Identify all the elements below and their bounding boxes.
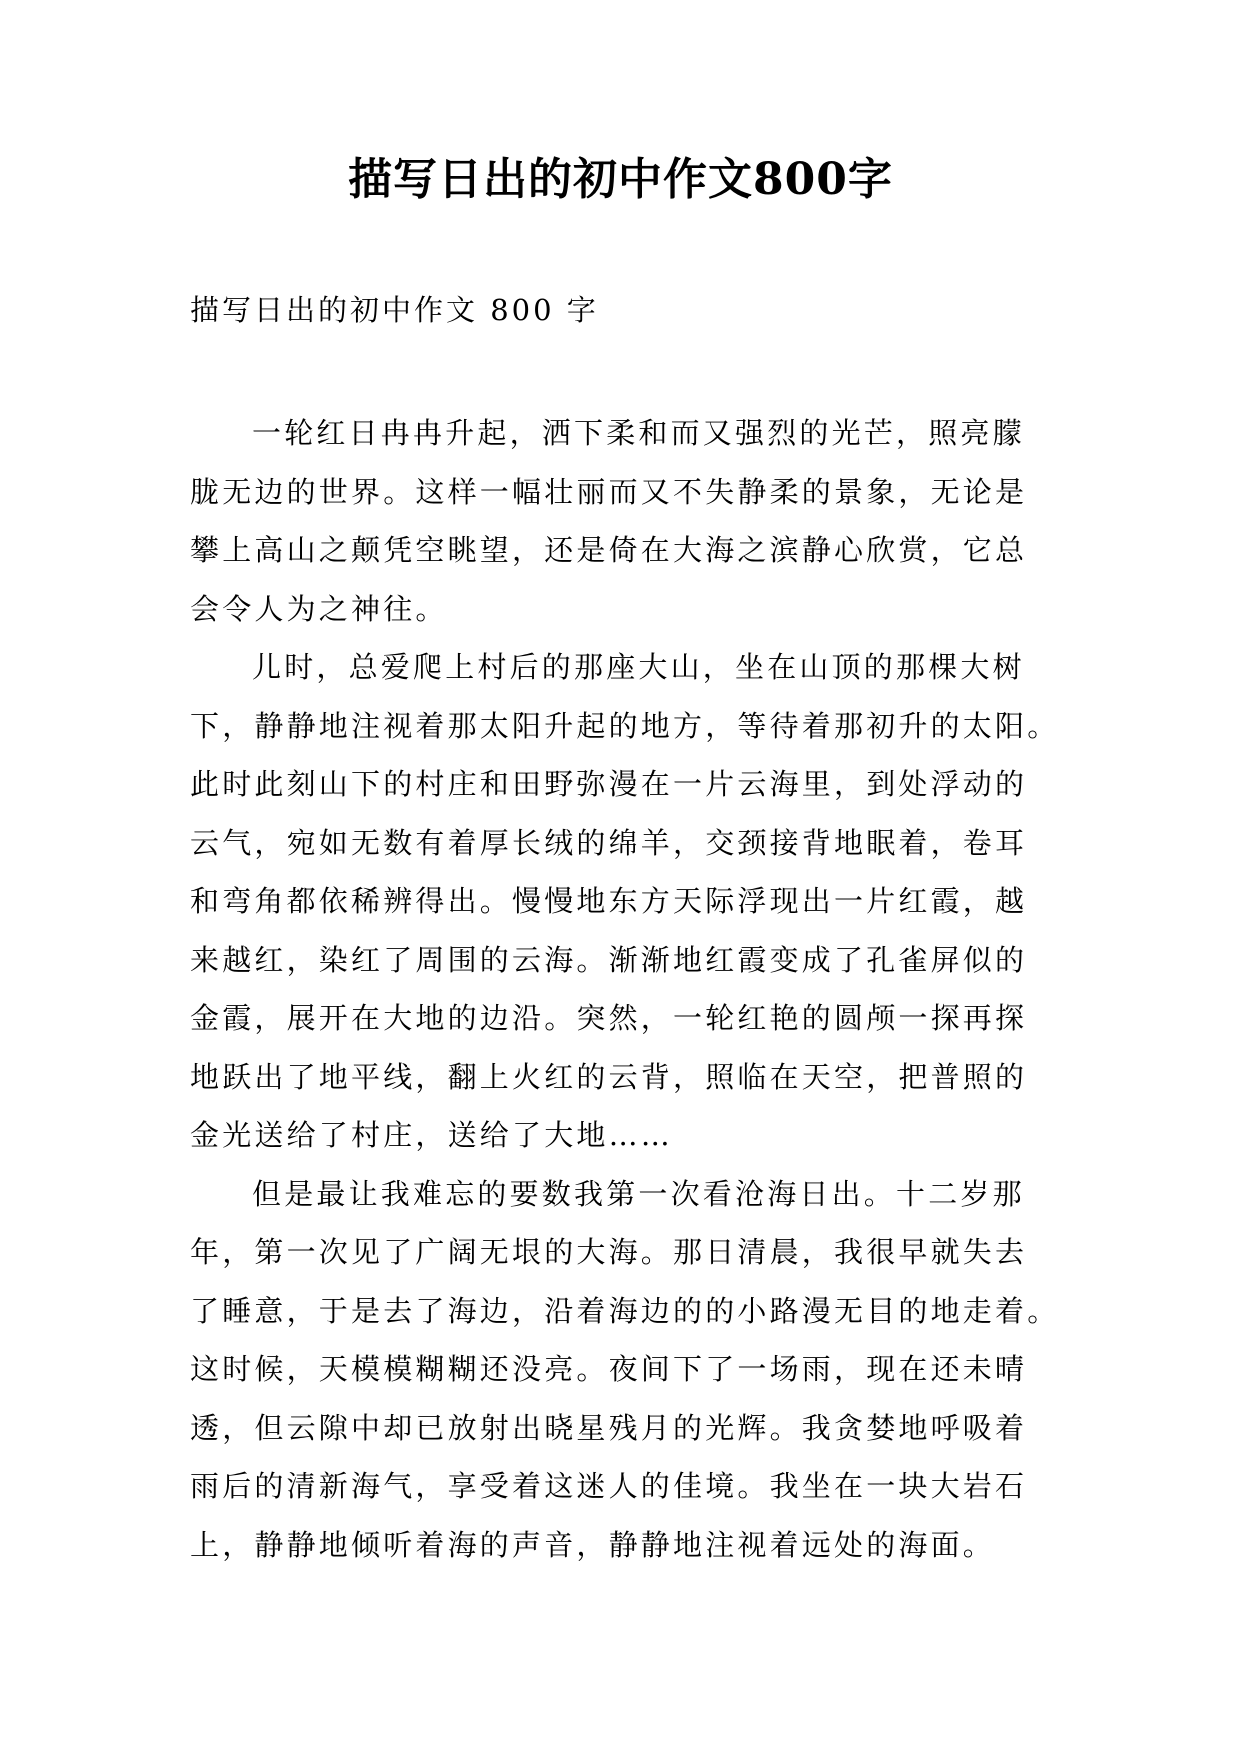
text-line: 了睡意，于是去了海边，沿着海边的的小路漫无目的地走着。	[190, 1293, 1060, 1328]
text-line: 和弯角都依稀辨得出。慢慢地东方天际浮现出一片红霞，越	[190, 884, 1028, 918]
paragraph-1	[190, 404, 1051, 638]
text-line: 这时候，天模模糊糊还没亮。夜间下了一场雨，现在还未晴	[190, 1352, 1028, 1386]
text-line: 儿时，总爱爬上村后的那座大山，坐在山顶的那棵大树	[252, 650, 1025, 684]
text-line: 一轮红日冉冉升起，洒下柔和而又强烈的光芒，照亮朦	[252, 416, 1025, 450]
text-line: 但是最让我难忘的要数我第一次看沧海日出。十二岁那	[252, 1176, 1025, 1211]
document-title: 描写日出的初中作文800字	[348, 154, 893, 205]
text-line: 云气，宛如无数有着厚长绒的绵羊，交颈接背地眠着，卷耳	[190, 825, 1028, 860]
document-body	[190, 404, 1060, 1574]
paragraph-2	[190, 638, 1060, 1165]
text-line: 年，第一次见了广阔无垠的大海。那日清晨，我很早就失去	[190, 1235, 1028, 1269]
text-line: 雨后的清新海气，享受着这迷人的佳境。我坐在一块大岩石	[190, 1469, 1028, 1503]
text-line: 地跃出了地平线，翻上火红的云背，照临在天空，把普照的	[190, 1059, 1028, 1094]
text-line: 金光送给了村庄，送给了大地……	[190, 1118, 674, 1152]
text-line: 下，静静地注视着那太阳升起的地方，等待着那初升的太阳。	[190, 708, 1060, 743]
text-line: 透，但云隙中却已放射出晓星残月的光辉。我贪婪地呼吸着	[190, 1410, 1028, 1445]
text-line: 胧无边的世界。这样一幅壮丽而又不失静柔的景象，无论是	[190, 474, 1028, 509]
text-line: 上，静静地倾听着海的声音，静静地注视着远处的海面。	[190, 1527, 996, 1562]
text-line: 攀上高山之颠凭空眺望，还是倚在大海之滨静心欣赏，它总	[190, 533, 1028, 567]
paragraph-3	[190, 1165, 1060, 1575]
text-line: 来越红，染红了周围的云海。渐渐地红霞变成了孔雀屏似的	[190, 942, 1028, 977]
text-line: 金霞，展开在大地的边沿。突然，一轮红艳的圆颅一探再探	[190, 1001, 1028, 1035]
text-line: 会令人为之神往。	[190, 591, 448, 626]
document-subtitle: 描写日出的初中作文 800 字	[190, 293, 599, 327]
text-line: 此时此刻山下的村庄和田野弥漫在一片云海里，到处浮动的	[190, 767, 1028, 801]
